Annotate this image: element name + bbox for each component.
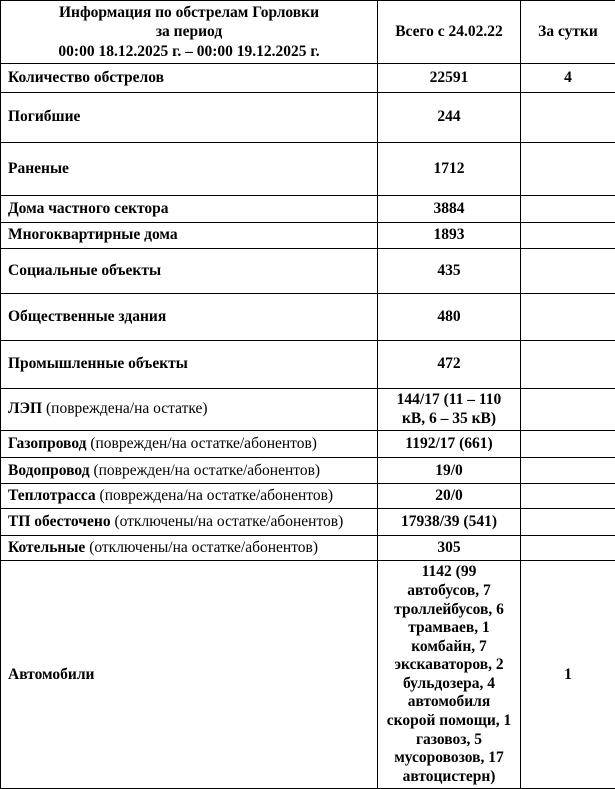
total-value: 22591	[378, 64, 521, 93]
daily-value: 1	[521, 561, 615, 789]
total-value: 472	[378, 341, 521, 389]
row-label: Общественные здания	[1, 294, 378, 341]
total-value: 244	[378, 93, 521, 143]
row-label: Теплотрасса (повреждена/на остатке/абонентов)	[1, 484, 378, 509]
row-label: Газопровод (поврежден/на остатке/абонентов)	[1, 431, 378, 458]
total-value: 480	[378, 294, 521, 341]
daily-value	[521, 93, 615, 143]
total-value: 1712	[378, 143, 521, 196]
daily-value	[521, 509, 615, 536]
total-value: 435	[378, 249, 521, 294]
table-row-private-houses	[1, 196, 615, 223]
row-label: Социальные объекты	[1, 249, 378, 294]
total-value: 144/17 (11 – 110 кВ, 6 – 35 кВ)	[378, 389, 521, 431]
table-row-heating-main	[1, 484, 615, 509]
row-label: Водопровод (поврежден/на остатке/абонентов)	[1, 458, 378, 484]
daily-value	[521, 249, 615, 294]
row-label: ТП обесточено (отключены/на остатке/абонентов)	[1, 509, 378, 536]
row-label: Раненые	[1, 143, 378, 196]
row-label: Количество обстрелов	[1, 64, 378, 93]
row-label: ЛЭП (повреждена/на остатке)	[1, 389, 378, 431]
row-label: Автомобили	[1, 561, 378, 789]
column-header-total: Всего с 24.02.22	[378, 1, 521, 64]
total-value: 1192/17 (661)	[378, 431, 521, 458]
table-row-transformer-substations	[1, 509, 615, 536]
total-value: 3884	[378, 196, 521, 223]
table-row-apartment-buildings	[1, 223, 615, 249]
report-title-line3: 00:00 18.12.2025 г. – 00:00 19.12.2025 г.	[7, 42, 371, 61]
daily-value	[521, 431, 615, 458]
report-title	[1, 1, 378, 64]
header-row	[1, 1, 615, 64]
daily-value	[521, 143, 615, 196]
daily-value	[521, 536, 615, 561]
row-label: Многоквартирные дома	[1, 223, 378, 249]
daily-value	[521, 458, 615, 484]
table-row-water-pipeline	[1, 458, 615, 484]
total-value: 305	[378, 536, 521, 561]
daily-value	[521, 341, 615, 389]
table-row-social-objects	[1, 249, 615, 294]
daily-value	[521, 223, 615, 249]
total-value: 17938/39 (541)	[378, 509, 521, 536]
total-value: 1893	[378, 223, 521, 249]
table-row-vehicles	[1, 561, 615, 789]
column-header-daily: За сутки	[521, 1, 615, 64]
row-label: Дома частного сектора	[1, 196, 378, 223]
table-row-gas-pipeline	[1, 431, 615, 458]
table-row-public-buildings	[1, 294, 615, 341]
table-row-shelling-count	[1, 64, 615, 93]
row-label: Котельные (отключены/на остатке/абонентов)	[1, 536, 378, 561]
daily-value	[521, 196, 615, 223]
row-label: Погибшие	[1, 93, 378, 143]
total-value: 1142 (99 автобусов, 7 троллейбусов, 6 трамваев, 1 комбайн, 7 экскаваторов, 2 бульдозера, 4 автомобиля скорой помощи, 1 газовоз, 5 мусоровозов, 17 автоцистерн)	[378, 561, 521, 789]
total-value: 19/0	[378, 458, 521, 484]
daily-value	[521, 389, 615, 431]
daily-value	[521, 294, 615, 341]
table-row-killed	[1, 93, 615, 143]
report-title-line2: за период	[7, 22, 371, 41]
table-row-power-lines	[1, 389, 615, 431]
table-row-wounded	[1, 143, 615, 196]
table-row-industrial-objects	[1, 341, 615, 389]
total-value: 20/0	[378, 484, 521, 509]
daily-value: 4	[521, 64, 615, 93]
report-title-line1: Информация по обстрелам Горловки	[7, 3, 371, 22]
table-row-boiler-houses	[1, 536, 615, 561]
daily-value	[521, 484, 615, 509]
row-label: Промышленные объекты	[1, 341, 378, 389]
